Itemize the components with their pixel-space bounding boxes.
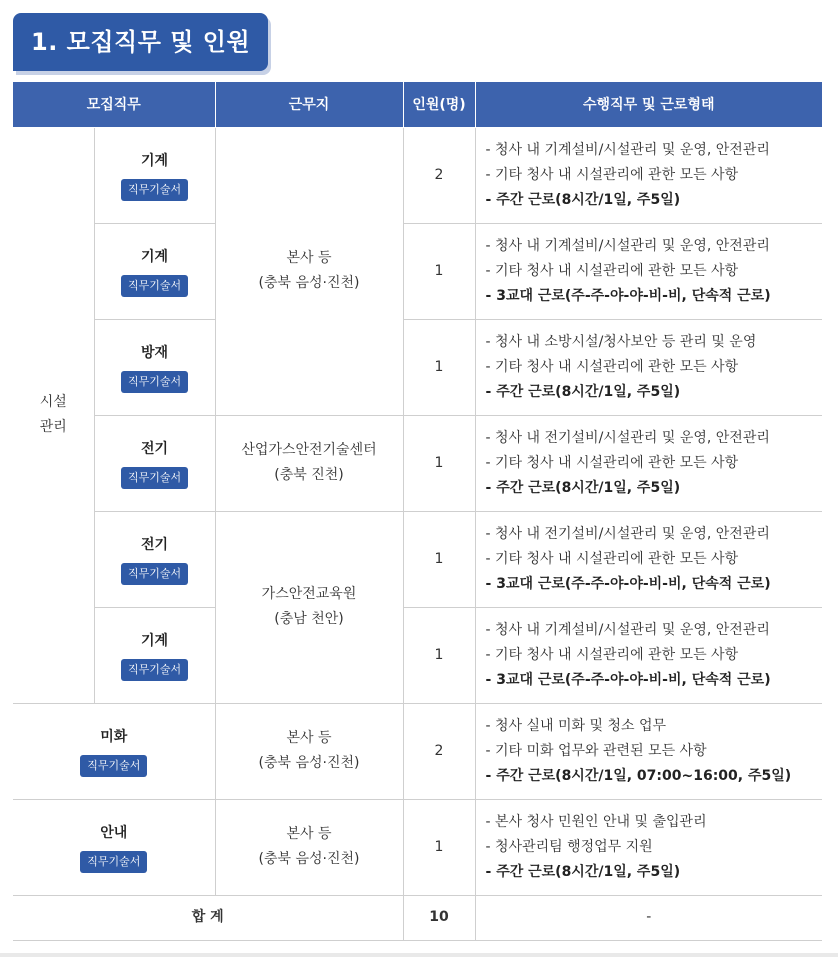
count-cell: 1 [403,511,475,607]
job-cell [13,703,215,799]
section-title: 1. 모집직무 및 인원 [13,13,268,71]
location-cell [215,703,403,799]
table-header-row [13,82,822,127]
count-cell: 1 [403,223,475,319]
duty-line: - 청사 내 기계설비/시설관리 및 운영, 안전관리 [485,621,770,638]
section-title-wrap [13,13,268,71]
total-label: 합 계 [13,895,403,940]
total-count: 10 [403,895,475,940]
job-name: 방재 [140,344,169,361]
header-duties: 수행직무 및 근로형태 [475,82,822,127]
work-type-line: - 3교대 근로(주-주-야-야-비-비, 단속적 근로) [485,287,771,304]
location-name: 본사 등 [286,250,332,266]
count-cell: 2 [403,127,475,223]
job-name: 안내 [100,824,128,841]
location-cell [215,415,403,511]
duty-line: - 청사 내 전기설비/시설관리 및 운영, 안전관리 [485,429,770,446]
duty-line: - 청사관리팀 행정업무 지원 [485,838,653,855]
job-name: 기계 [140,632,169,649]
duty-line: - 청사 내 기계설비/시설관리 및 운영, 안전관리 [485,237,770,254]
work-type-line: - 주간 근로(8시간/1일, 주5일) [485,191,681,208]
group-label: 시설 관리 [39,394,67,435]
count-cell: 1 [403,319,475,415]
header-count: 인원(명) [403,82,475,127]
duty-line: - 기타 청사 내 시설관리에 관한 모든 사항 [485,454,739,471]
count-cell: 1 [403,799,475,895]
job-cell [94,415,215,511]
duty-line: - 청사 내 소방시설/청사보안 등 관리 및 운영 [485,333,757,350]
location-region: (충북 음성·진천) [258,275,360,291]
job-cell [13,799,215,895]
duty-line: - 청사 내 전기설비/시설관리 및 운영, 안전관리 [485,525,770,542]
job-cell [94,319,215,415]
duty-line: - 기타 청사 내 시설관리에 관한 모든 사항 [485,358,739,375]
recruitment-table [13,82,822,941]
table-row [13,319,822,415]
job-description-button[interactable]: 직무기술서 [121,275,188,297]
table-row [13,607,822,703]
job-description-button[interactable]: 직무기술서 [121,467,188,489]
count-cell: 1 [403,415,475,511]
duty-line: - 기타 청사 내 시설관리에 관한 모든 사항 [485,646,739,663]
table-row [13,799,822,895]
job-description-button[interactable]: 직무기술서 [121,563,188,585]
duty-line: - 청사 내 기계설비/시설관리 및 운영, 안전관리 [485,141,770,158]
table-row [13,127,822,223]
location-cell [215,511,403,703]
duty-line: - 본사 청사 민원인 안내 및 출입관리 [485,813,707,830]
job-name: 전기 [140,536,169,553]
duty-line: - 기타 청사 내 시설관리에 관한 모든 사항 [485,262,739,279]
job-name: 미화 [100,728,128,745]
location-region: (충북 진천) [274,467,344,483]
table-row [13,703,822,799]
duty-line: - 기타 청사 내 시설관리에 관한 모든 사항 [485,550,739,567]
table-row [13,223,822,319]
job-description-button[interactable]: 직무기술서 [80,755,147,777]
job-name: 전기 [140,440,169,457]
work-type-line: - 주간 근로(8시간/1일, 주5일) [485,383,681,400]
duties-cell [475,511,822,607]
job-name: 기계 [140,248,169,265]
job-description-button[interactable]: 직무기술서 [80,851,147,873]
job-cell [94,127,215,223]
job-description-button[interactable]: 직무기술서 [121,659,188,681]
duty-line: - 기타 청사 내 시설관리에 관한 모든 사항 [485,166,739,183]
duties-cell [475,223,822,319]
work-type-line: - 주간 근로(8시간/1일, 주5일) [485,863,681,880]
location-name: 가스안전교육원 [261,586,357,602]
job-cell [94,223,215,319]
header-location: 근무지 [215,82,403,127]
duty-line: - 청사 실내 미화 및 청소 업무 [485,717,667,734]
count-cell: 2 [403,703,475,799]
job-cell [94,511,215,607]
duties-cell [475,319,822,415]
group-facility-management [13,127,94,703]
location-name: 산업가스안전기술센터 [241,442,377,458]
header-job: 모집직무 [13,82,215,127]
duties-cell [475,607,822,703]
duty-line: - 기타 미화 업무와 관련된 모든 사항 [485,742,707,759]
job-name: 기계 [140,152,169,169]
work-type-line: - 3교대 근로(주-주-야-야-비-비, 단속적 근로) [485,671,771,688]
table-row [13,511,822,607]
duties-cell [475,799,822,895]
count-cell: 1 [403,607,475,703]
job-description-button[interactable]: 직무기술서 [121,179,188,201]
location-region: (충남 천안) [274,611,344,627]
bottom-divider [0,953,838,957]
location-region: (충북 음성·진천) [258,755,360,771]
duties-cell [475,703,822,799]
location-cell [215,127,403,415]
location-region: (충북 음성·진천) [258,851,360,867]
duties-cell [475,415,822,511]
total-row [13,895,822,940]
location-name: 본사 등 [286,730,332,746]
job-cell [94,607,215,703]
location-name: 본사 등 [286,826,332,842]
duties-cell [475,127,822,223]
work-type-line: - 3교대 근로(주-주-야-야-비-비, 단속적 근로) [485,575,771,592]
job-description-button[interactable]: 직무기술서 [121,371,188,393]
location-cell [215,799,403,895]
work-type-line: - 주간 근로(8시간/1일, 주5일) [485,479,681,496]
total-duties: - [475,895,822,940]
table-row [13,415,822,511]
work-type-line: - 주간 근로(8시간/1일, 07:00~16:00, 주5일) [485,767,792,784]
